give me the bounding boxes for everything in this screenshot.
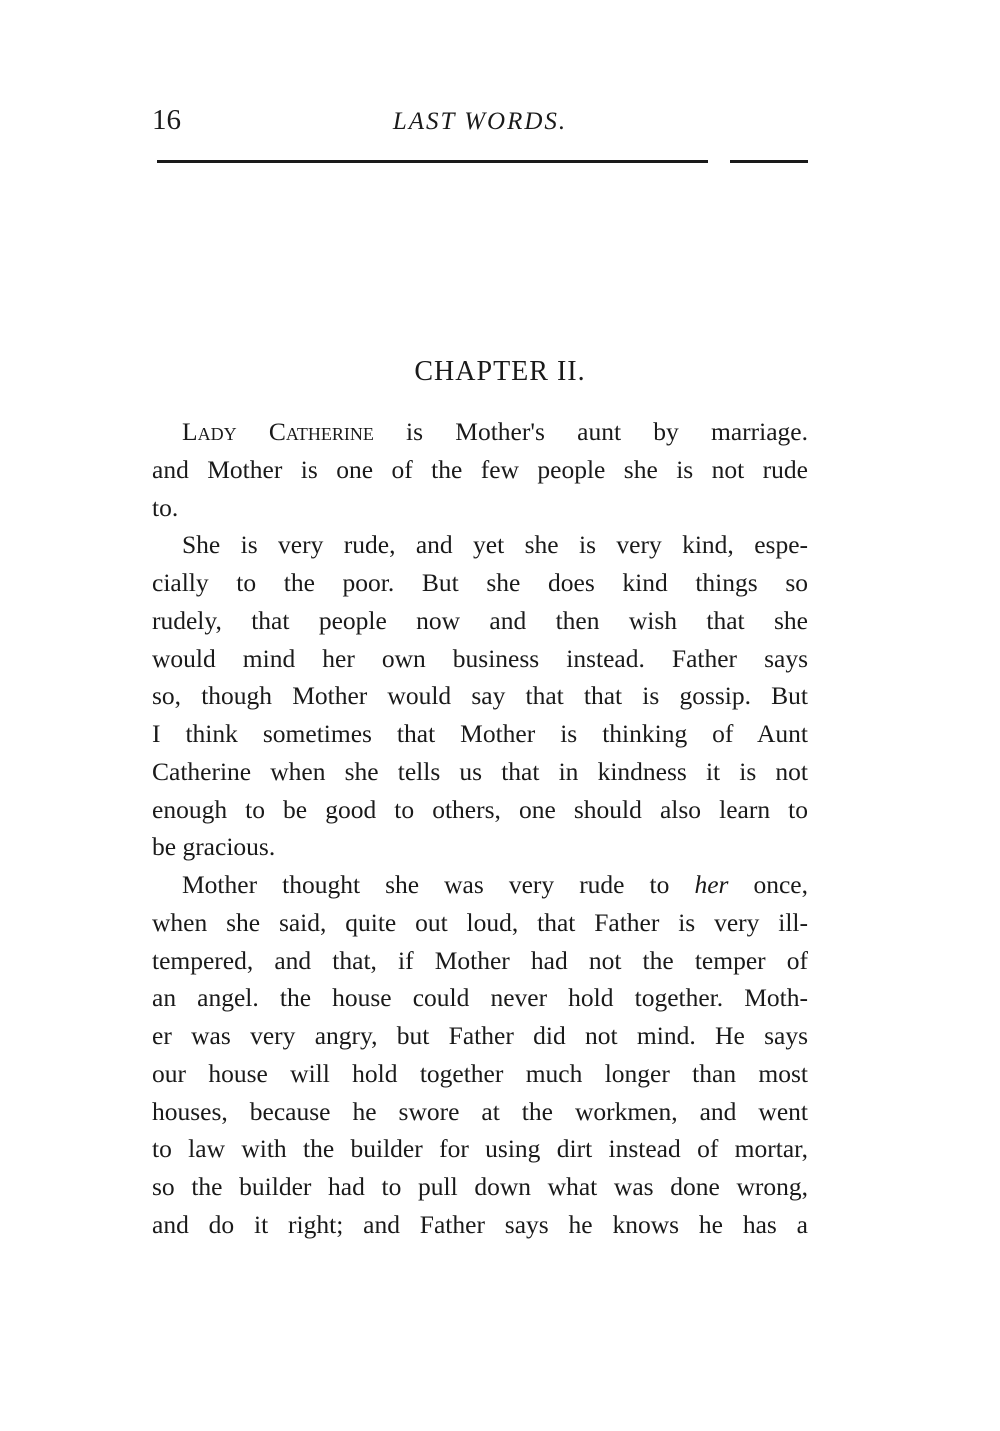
text-line: enough to be good to others, one should also learn to xyxy=(152,794,808,824)
text-line: Catherine when she tells us that in kindness it is not xyxy=(152,756,808,786)
text-line: She is very rude, and yet she is very kind, espe- xyxy=(182,530,808,560)
small-caps-name: Lady Catherine xyxy=(182,417,374,446)
text-line: and Mother is one of the few people she is not rude xyxy=(152,454,808,484)
text-line: so, though Mother would say that that is gossip. But xyxy=(152,681,808,711)
text-line xyxy=(152,413,808,451)
text-line: er was very angry, but Father did not mind. He says xyxy=(152,1021,808,1050)
text-line: be gracious. xyxy=(152,832,276,862)
running-title: LAST WORDS. xyxy=(392,108,568,135)
header-rule-gap xyxy=(708,159,730,164)
text-line: tempered, and that, if Mother had not the temper of xyxy=(152,945,808,975)
line-text: Mother thought she was very rude to xyxy=(182,870,695,899)
text-line: cially to the poor. But she does kind things so xyxy=(152,568,808,597)
chapter-heading: CHAPTER II. xyxy=(414,356,586,387)
text-line: to law with the builder for using dirt instead of mortar, xyxy=(152,1134,808,1164)
line-text: is Mother's aunt by marriage. xyxy=(373,417,808,446)
text-line: our house will hold together much longer than most xyxy=(152,1058,808,1088)
text-line: an angel. the house could never hold together. Moth- xyxy=(152,983,808,1013)
text-line: would mind her own business instead. Father says xyxy=(152,643,808,673)
page-header xyxy=(152,100,808,140)
body-text xyxy=(152,413,808,1244)
emphasis-text: her xyxy=(694,870,729,899)
text-line: I think sometimes that Mother is thinking of Aunt xyxy=(152,719,808,748)
text-line: rudely, that people now and then wish that she xyxy=(152,605,808,635)
text-line: houses, because he swore at the workmen, and went xyxy=(152,1096,808,1126)
text-line: and do it right; and Father says he knows he has a xyxy=(152,1209,808,1239)
page-number: 16 xyxy=(152,104,181,136)
text-line: so the builder had to pull down what was done wrong, xyxy=(152,1172,808,1201)
text-line: when she said, quite out loud, that Father is very ill- xyxy=(152,907,808,937)
text-line: to. xyxy=(152,492,179,522)
line-text: once, xyxy=(728,870,808,899)
text-line xyxy=(152,866,808,904)
